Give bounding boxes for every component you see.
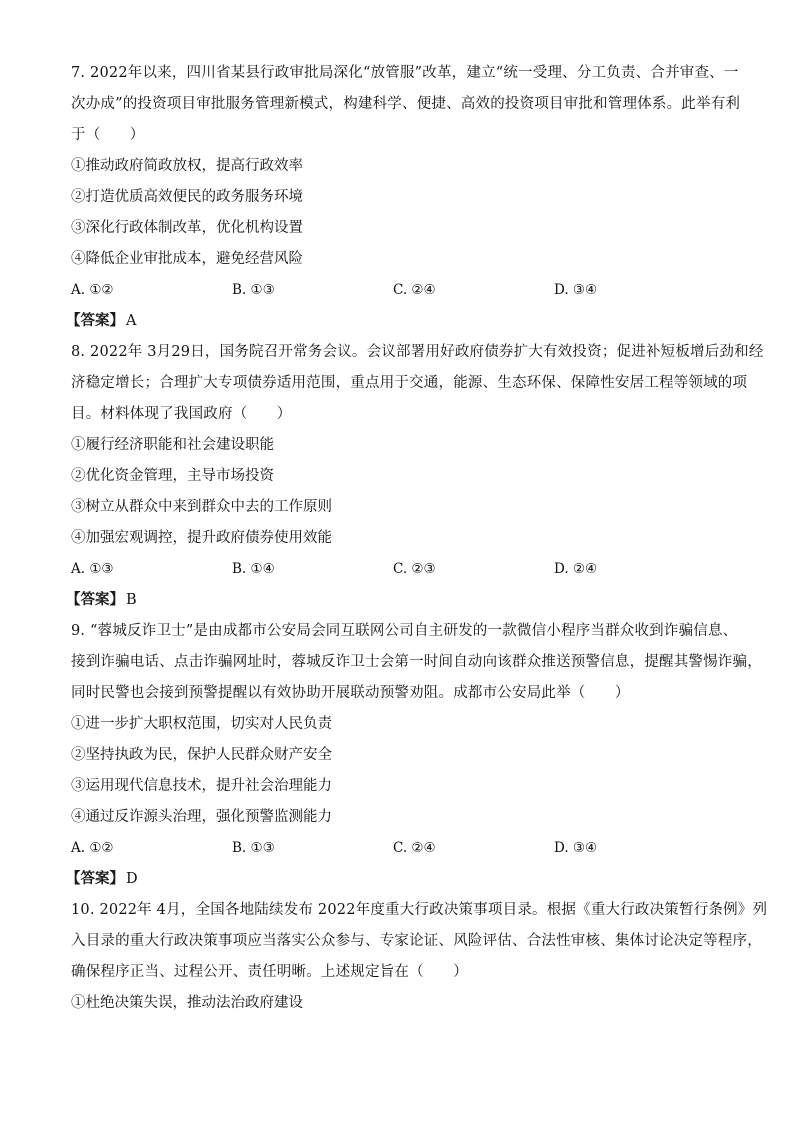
statement-option: ①履行经济职能和社会建设职能: [71, 437, 274, 453]
answer-label: 【答案】: [66, 871, 124, 887]
answer-choices: [71, 275, 723, 306]
answer-value: B: [126, 592, 137, 608]
answer-label: 【答案】: [66, 592, 124, 608]
statement-option: ①杜绝决策失误，推动法治政府建设: [71, 995, 303, 1011]
question-text-line: 入目录的重大行政决策事项应当落实公众参与、专家论证、风险评估、合法性审核、集体讨论决定等程序，: [71, 933, 762, 949]
answer-line: [66, 306, 723, 337]
choice-a: A. ①③: [71, 561, 114, 577]
answer-line: [66, 585, 723, 616]
choice-c: C. ②③: [393, 561, 436, 577]
question-text-line: 同时民警也会接到预警提醒以有效协助开展联动预警劝阻。成都市公安局此举（ ）: [71, 685, 630, 701]
statement-option: ④加强宏观调控，提升政府债券使用效能: [71, 530, 332, 546]
question-text-line: 确保程序正当、过程公开、责任明晰。上述规定旨在（ ）: [71, 964, 468, 980]
question-10: [71, 895, 768, 1019]
question-7: [66, 58, 741, 337]
question-text-line: 7. 2022年以来，四川省某县行政审批局深化“放管服”改革，建立“统一受理、分工负责、合并审查、一: [71, 65, 739, 81]
question-text-line: 10. 2022年 4月，全国各地陆续发布 2022年度重大行政决策事项目录。根据《重大行政决策暂行条例》列: [71, 902, 768, 918]
question-8: [66, 337, 764, 616]
question-text-line: 次办成”的投资项目审批服务管理新模式，构建科学、便捷、高效的投资项目审批和管理体系。此举有利: [71, 96, 741, 112]
answer-choices: [71, 833, 723, 864]
statement-option: ②优化资金管理，主导市场投资: [71, 468, 274, 484]
statement-option: ④通过反诈源头治理，强化预警监测能力: [71, 809, 332, 825]
choice-d: D. ③④: [554, 840, 598, 856]
answer-line: [66, 864, 723, 895]
answer-value: A: [126, 313, 137, 329]
question-text-line: 9. “蓉城反诈卫士”是由成都市公安局会同互联网公司自主研发的一款微信小程序当群众收到诈骗信息、: [71, 623, 738, 639]
choice-c: C. ②④: [393, 840, 436, 856]
answer-label: 【答案】: [66, 313, 124, 329]
choice-c: C. ②④: [393, 282, 436, 298]
question-text-line: 接到诈骗电话、点击诈骗网址时，蓉城反诈卫士会第一时间自动向该群众推送预警信息，提醒其警惕诈骗，: [71, 654, 762, 670]
question-text-line: 8. 2022年 3月29日，国务院召开常务会议。会议部署用好政府债券扩大有效投资；促进补短板增后劲和经: [71, 344, 764, 360]
statement-option: ①进一步扩大职权范围，切实对人民负责: [71, 716, 332, 732]
choice-b: B. ①③: [232, 840, 275, 856]
choice-b: B. ①④: [232, 561, 275, 577]
question-9: [66, 616, 762, 895]
choice-a: A. ①②: [71, 840, 114, 856]
statement-option: ④降低企业审批成本，避免经营风险: [71, 251, 303, 267]
statement-option: ①推动政府简政放权，提高行政效率: [71, 158, 303, 174]
choice-b: B. ①③: [232, 282, 275, 298]
answer-choices: [71, 554, 723, 585]
statement-option: ②坚持执政为民，保护人民群众财产安全: [71, 747, 332, 763]
question-text-line: 于（ ）: [71, 127, 145, 143]
question-text-line: 济稳定增长；合理扩大专项债券适用范围，重点用于交通，能源、生态环保、保障性安居工程等领域的项: [71, 375, 748, 391]
statement-option: ②打造优质高效便民的政务服务环境: [71, 189, 303, 205]
choice-d: D. ②④: [554, 561, 598, 577]
statement-option: ③树立从群众中来到群众中去的工作原则: [71, 499, 332, 515]
choice-d: D. ③④: [554, 282, 598, 298]
statement-option: ③运用现代信息技术，提升社会治理能力: [71, 778, 332, 794]
choice-a: A. ①②: [71, 282, 114, 298]
statement-option: ③深化行政体制改革，优化机构设置: [71, 220, 303, 236]
document-page: [66, 58, 768, 1019]
answer-value: D: [126, 871, 138, 887]
question-text-line: 目。材料体现了我国政府（ ）: [71, 406, 292, 422]
